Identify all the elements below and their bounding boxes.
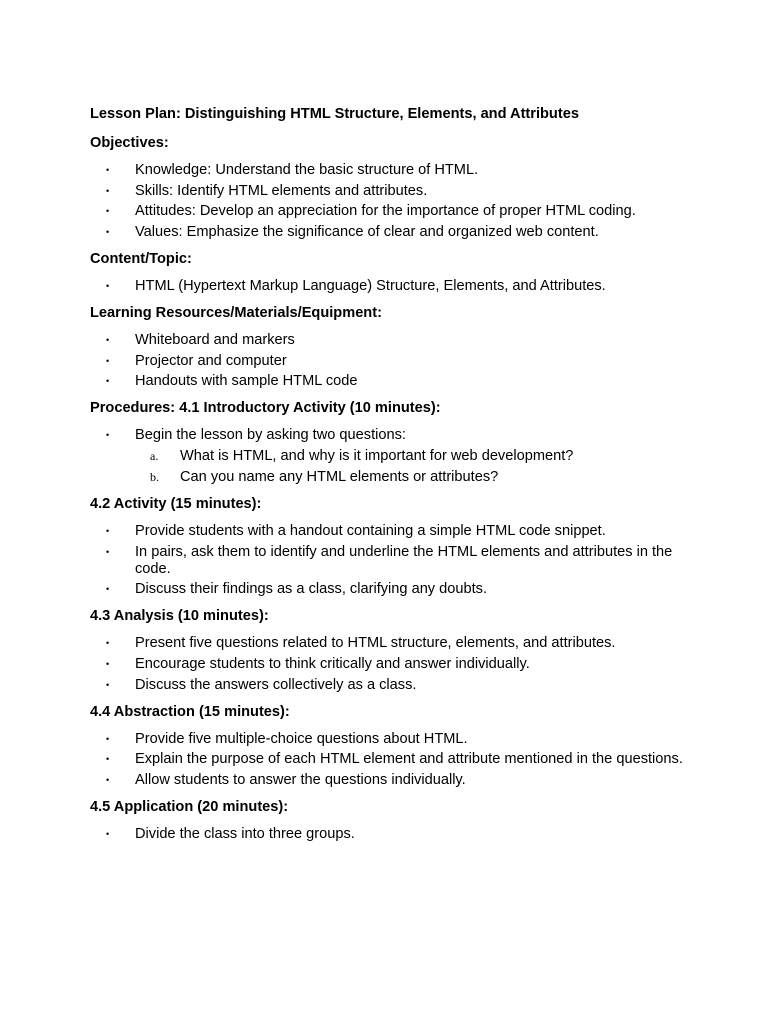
section-heading-content-topic: Content/Topic: xyxy=(90,251,192,268)
application-list xyxy=(90,826,690,843)
introductory-activity-list xyxy=(90,427,690,485)
sublist-item xyxy=(135,469,690,486)
list-item: • Attitudes: Develop an appreciation for the importance of proper HTML coding. xyxy=(90,203,690,220)
section-heading-activity: 4.2 Activity (15 minutes): xyxy=(90,495,262,512)
list-item: • In pairs, ask them to identify and underline the HTML elements and attributes in the code. xyxy=(90,544,690,578)
learning-resources-list xyxy=(90,332,690,390)
sublist-item-text: Can you name any HTML elements or attributes? xyxy=(180,468,499,485)
sublist-marker: b. xyxy=(150,469,159,484)
list-item: • Handouts with sample HTML code xyxy=(90,373,690,390)
list-item: • Knowledge: Understand the basic structure of HTML. xyxy=(90,162,690,179)
list-item: • Whiteboard and markers xyxy=(90,332,690,349)
list-item: • Projector and computer xyxy=(90,353,690,370)
activity-list xyxy=(90,523,690,598)
list-item: • Provide students with a handout containing a simple HTML code snippet. xyxy=(90,523,690,540)
question-sublist xyxy=(135,448,690,486)
list-item: • Explain the purpose of each HTML element and attribute mentioned in the questions. xyxy=(90,751,690,768)
document-page xyxy=(90,104,690,851)
section-heading-introductory-activity: Procedures: 4.1 Introductory Activity (10 minutes): xyxy=(90,400,441,417)
list-item-text: Begin the lesson by asking two questions: xyxy=(135,427,406,444)
section-heading-objectives: Objectives: xyxy=(90,135,169,151)
content-topic-list xyxy=(90,278,690,295)
section-heading-learning-resources: Learning Resources/Materials/Equipment: xyxy=(90,305,382,322)
objectives-list xyxy=(90,162,690,241)
list-item: • Allow students to answer the questions individually. xyxy=(90,772,690,789)
list-item: • HTML (Hypertext Markup Language) Structure, Elements, and Attributes. xyxy=(90,278,690,295)
analysis-list xyxy=(90,635,690,693)
list-item: • Encourage students to think critically and answer individually. xyxy=(90,656,690,673)
list-item: • Discuss the answers collectively as a class. xyxy=(90,677,690,694)
section-heading-abstraction: 4.4 Abstraction (15 minutes): xyxy=(90,703,290,720)
sublist-item-text: What is HTML, and why is it important for web development? xyxy=(180,448,574,465)
list-item: • Present five questions related to HTML structure, elements, and attributes. xyxy=(90,635,690,652)
sublist-item xyxy=(135,448,690,465)
list-item: • Skills: Identify HTML elements and attributes. xyxy=(90,183,690,200)
document-title: Lesson Plan: Distinguishing HTML Structure, Elements, and Attributes xyxy=(90,106,579,122)
section-heading-analysis: 4.3 Analysis (10 minutes): xyxy=(90,608,269,625)
sublist-marker: a. xyxy=(150,449,159,464)
list-item: • Divide the class into three groups. xyxy=(90,826,690,843)
section-heading-application: 4.5 Application (20 minutes): xyxy=(90,798,289,815)
list-item: • Values: Emphasize the significance of clear and organized web content. xyxy=(90,224,690,241)
abstraction-list xyxy=(90,731,690,789)
list-item: • Discuss their findings as a class, clarifying any doubts. xyxy=(90,581,690,598)
list-item xyxy=(90,427,690,485)
list-item: • Provide five multiple-choice questions about HTML. xyxy=(90,731,690,748)
